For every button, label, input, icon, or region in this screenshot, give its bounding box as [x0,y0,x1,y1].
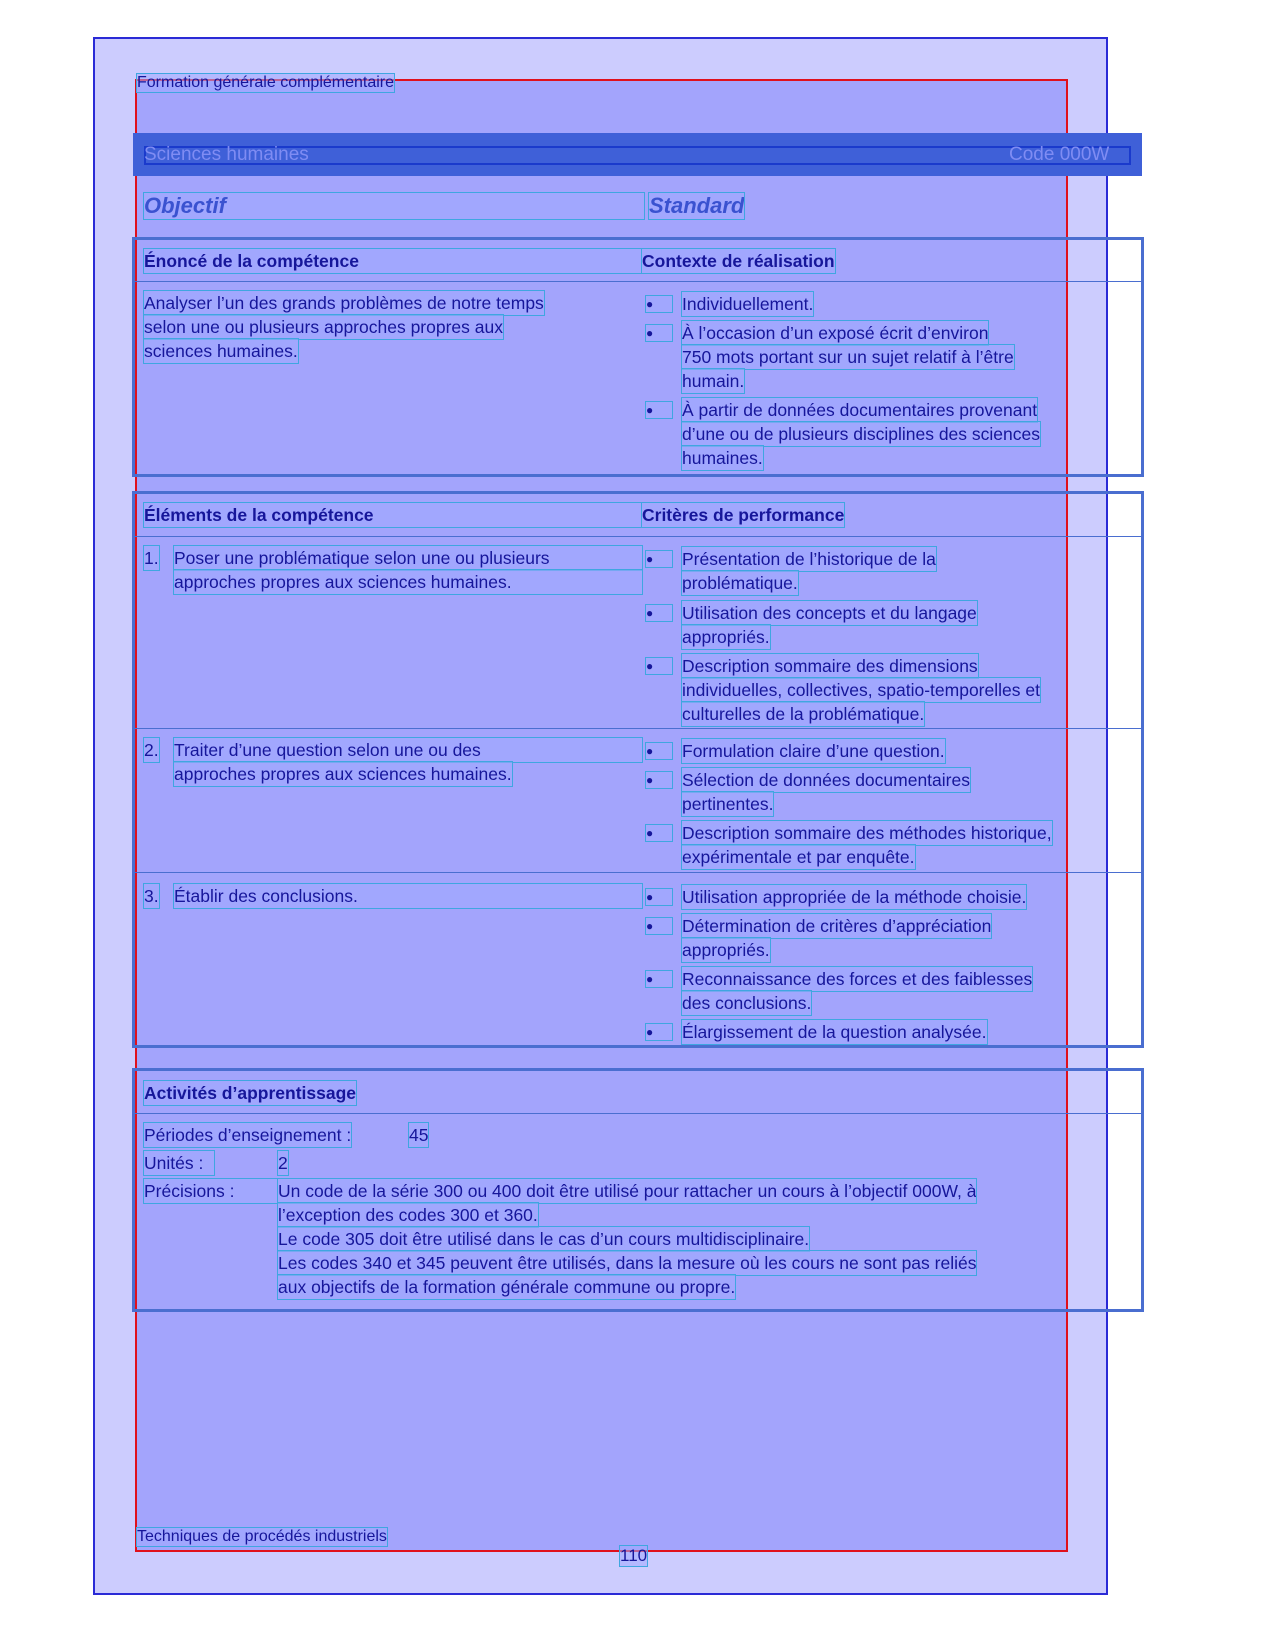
context-item: Individuellement. [682,294,814,314]
criterion-line: problématique. [682,573,798,593]
criterion-line: expérimentale et par enquête. [682,847,915,867]
criterion-line: Reconnaissance des forces et des faiblesses [682,969,1033,989]
context-item: humain. [682,371,745,391]
bullet-icon [646,772,672,788]
context-item: À l’occasion d’un exposé écrit d’environ [682,323,989,343]
bullet-icon [646,889,672,905]
precisions-line: Les codes 340 et 345 peuvent être utilisés, dans la mesure où les cours ne sont pas reliés [278,1253,977,1273]
element-number: 2. [144,740,159,760]
bullet-icon [646,605,672,621]
bullet-icon [646,551,672,567]
objective-code [1009,144,1109,166]
element-number: 3. [144,886,159,906]
element-line: Traiter d’une question selon une ou des [174,738,642,762]
running-title: Formation générale complémentaire [137,74,395,91]
competence-heading: Énoncé de la compétence [144,249,641,273]
criterion-line: appropriés. [682,940,770,960]
context-heading: Contexte de réalisation [642,251,835,271]
criterion-line: Description sommaire des dimensions [682,656,978,676]
precisions-line: l’exception des codes 300 et 360. [278,1205,538,1225]
divider [134,872,1142,873]
criterion-line: Utilisation des concepts et du langage [682,603,977,623]
criterion-line: Formulation claire d’une question. [682,741,945,761]
criterion-line: Élargissement de la question analysée. [682,1022,987,1042]
criterion-line: Détermination de critères d’appréciation [682,916,992,936]
competence-line: sciences humaines. [144,341,298,361]
periods-value: 45 [409,1125,429,1145]
context-item: À partir de données documentaires provenant [682,400,1038,420]
units-value: 2 [278,1153,288,1173]
units-label: Unités : [144,1151,214,1175]
bullet-icon [646,743,672,759]
discipline-title [144,144,309,166]
standard-heading: Standard [649,193,745,218]
precisions-line: Le code 305 doit être utilisé dans le cas d’un cours multidisciplinaire. [278,1229,810,1249]
criterion-line: des conclusions. [682,993,812,1013]
divider [134,281,1142,282]
criterion-line: Sélection de données documentaires [682,770,970,790]
bullet-icon [646,918,672,934]
discipline-name: Sciences humaines [144,144,309,165]
element-number: 1. [144,548,159,568]
context-item: 750 mots portant sur un sujet relatif à l’être [682,347,1014,367]
bullet-icon [646,296,672,312]
bullet-icon [646,825,672,841]
precisions-line: aux objectifs de la formation générale commune ou propre. [278,1277,736,1297]
criterion-line: appropriés. [682,627,770,647]
periods-label: Périodes d’enseignement : [144,1125,352,1145]
competence-line: selon une ou plusieurs approches propres aux [144,317,503,337]
criterion-line: individuelles, collectives, spatio-temporelles et [682,680,1040,700]
context-item: d’une ou de plusieurs disciplines des sciences [682,424,1040,444]
bullet-icon [646,658,672,674]
bullet-icon [646,971,672,987]
bullet-icon [646,325,672,341]
context-item: humaines. [682,448,763,468]
divider [134,536,1142,537]
page-number: 110 [620,1546,648,1565]
element-line: approches propres aux sciences humaines. [174,764,512,784]
code-value: 000W [1059,144,1110,165]
activities-heading: Activités d’apprentissage [144,1083,357,1103]
criterion-line: culturelles de la problématique. [682,704,925,724]
bullet-icon [646,402,672,418]
element-line: approches propres aux sciences humaines. [174,570,642,594]
element-line: Établir des conclusions. [174,884,642,908]
criterion-line: Description sommaire des méthodes historique, [682,823,1052,843]
elements-heading: Éléments de la compétence [144,503,641,527]
criteria-heading: Critères de performance [642,505,845,525]
code-label: Code [1009,144,1055,165]
criterion-line: Utilisation appropriée de la méthode choisie. [682,887,1027,907]
competence-line: Analyser l’un des grands problèmes de notre temps [144,293,544,313]
divider [134,1113,1142,1114]
precisions-label: Précisions : [144,1179,277,1203]
criterion-line: Présentation de l’historique de la [682,549,936,569]
divider [134,728,1142,729]
element-line: Poser une problématique selon une ou plusieurs [174,546,642,570]
bullet-icon [646,1024,672,1040]
precisions-line: Un code de la série 300 ou 400 doit être utilisé pour rattacher un cours à l’objectif 000W, à [278,1181,977,1201]
criterion-line: pertinentes. [682,794,774,814]
objective-heading: Objectif [144,193,644,219]
footer-program: Techniques de procédés industriels [137,1528,387,1545]
